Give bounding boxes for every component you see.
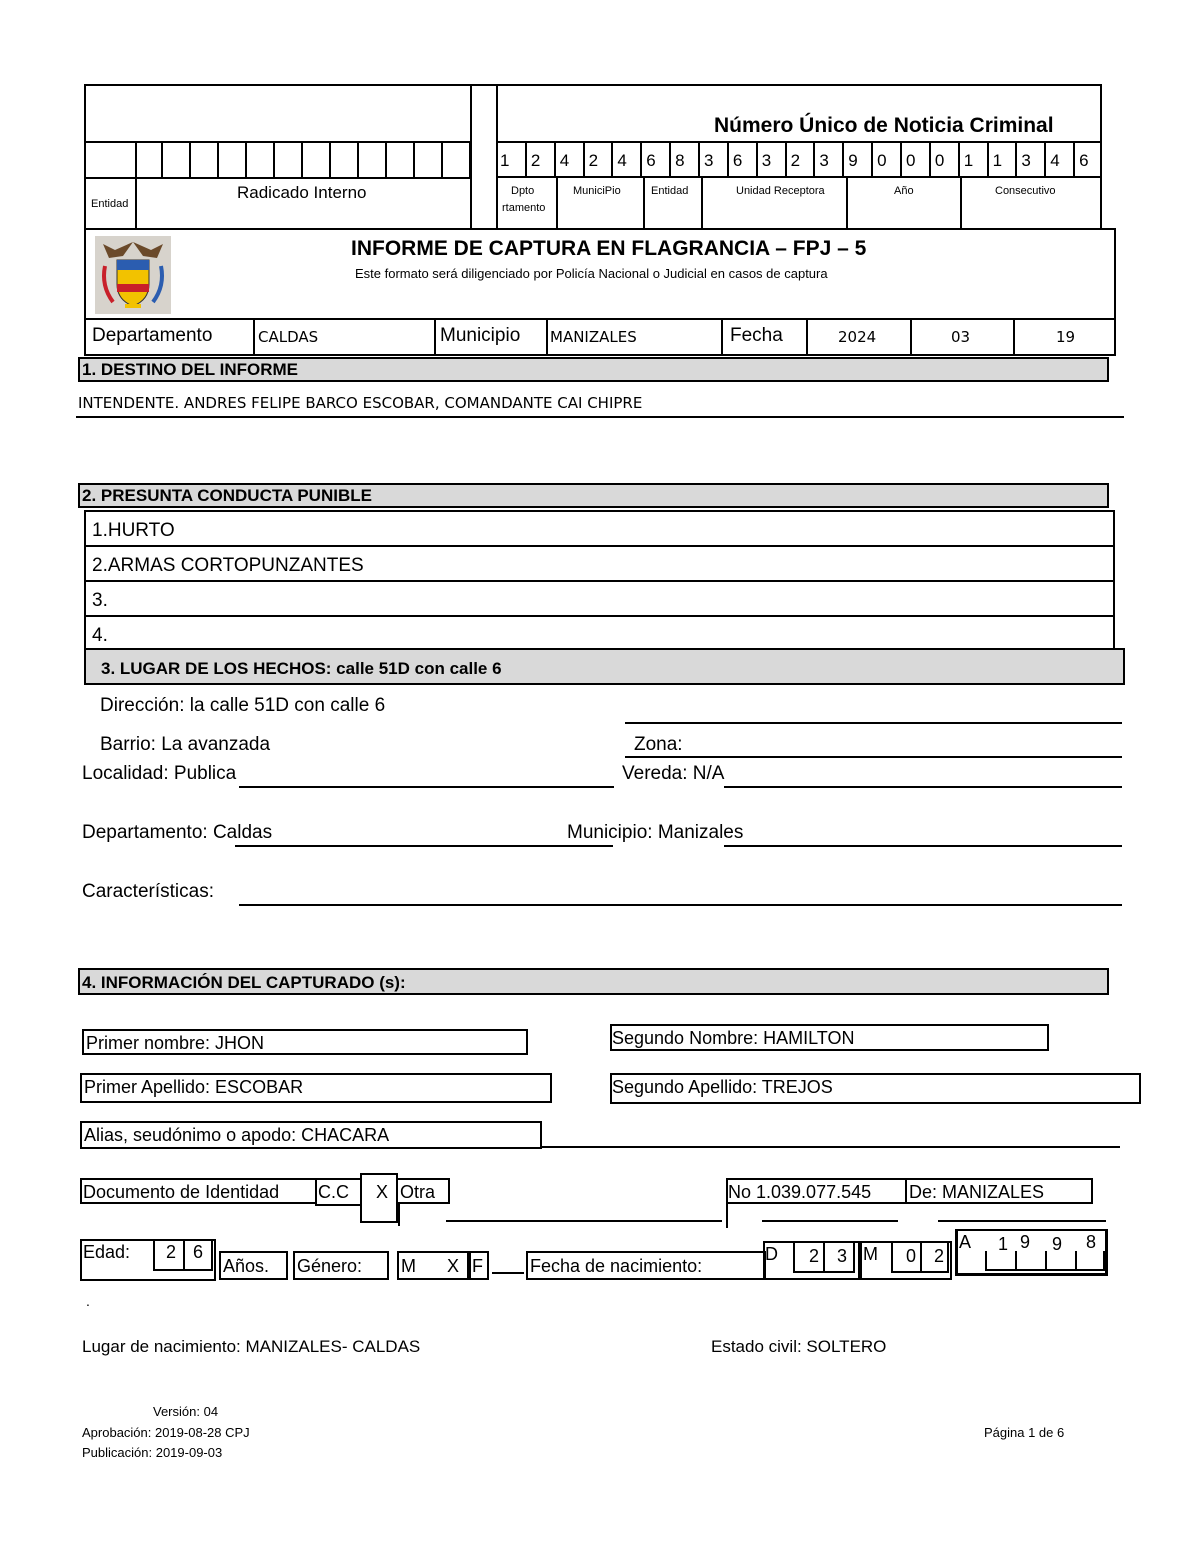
vereda-field[interactable]: Vereda: N/A bbox=[622, 763, 725, 784]
caracteristicas-field[interactable]: Características: bbox=[82, 881, 214, 902]
nunc-digit: 2 bbox=[530, 151, 541, 170]
doc-de-underline bbox=[938, 1220, 1106, 1222]
nunc-digit-cell bbox=[583, 141, 612, 177]
nunc-digit-cell bbox=[554, 141, 583, 177]
nunc-digit-cell bbox=[669, 141, 698, 177]
conducta-item-2-text: 2.ARMAS CORTOPUNZANTES bbox=[92, 555, 364, 576]
nunc-digit: 2 bbox=[790, 151, 801, 170]
loc-divider-1 bbox=[253, 318, 255, 356]
municipio-code-label: MuniciPio bbox=[573, 185, 621, 197]
entidad-code-label: Entidad bbox=[651, 185, 689, 197]
fn-anio-label: A bbox=[959, 1232, 972, 1252]
loc-divider-7 bbox=[1013, 318, 1015, 356]
stray-dot: . bbox=[86, 1293, 90, 1309]
genero-underline bbox=[492, 1272, 524, 1274]
nunc-digit-cell bbox=[871, 141, 900, 177]
nunc-digit: 6 bbox=[732, 151, 743, 170]
fn-anio-cell-div-3 bbox=[1075, 1251, 1077, 1271]
conducta-item-1[interactable] bbox=[84, 510, 1115, 547]
genero-f: F bbox=[472, 1256, 483, 1276]
nunc-digit-cell bbox=[1015, 141, 1044, 177]
doc-x-text: X bbox=[376, 1182, 389, 1202]
nunc-digit: 4 bbox=[617, 151, 627, 170]
nunc-digit: 9 bbox=[848, 151, 858, 170]
zona-underline bbox=[625, 756, 1122, 758]
conducta-item-3-text: 3. bbox=[92, 590, 108, 611]
dpto-label-2: rtamento bbox=[502, 202, 546, 214]
conducta-item-3[interactable] bbox=[84, 580, 1115, 617]
doc-no-tick bbox=[726, 1204, 734, 1228]
localidad-underline bbox=[239, 786, 614, 788]
doc-cc-text: C.C bbox=[318, 1182, 349, 1202]
primer-apellido-field[interactable] bbox=[80, 1073, 552, 1103]
header-spacer-box bbox=[470, 84, 498, 230]
genero-box bbox=[293, 1251, 389, 1280]
consecutivo-label: Consecutivo bbox=[995, 185, 1056, 197]
destino-underline bbox=[76, 416, 1124, 418]
nunc-digit-cell bbox=[1044, 141, 1073, 177]
segundo-apellido-text: Segundo Apellido: TREJOS bbox=[612, 1077, 833, 1097]
nunc-group-divider-1 bbox=[556, 176, 558, 230]
alias-text: Alias, seudónimo o apodo: CHACARA bbox=[84, 1125, 390, 1145]
fecha-dia-value[interactable]: 19 bbox=[1056, 328, 1076, 346]
fn-dia-cell-divider bbox=[823, 1243, 825, 1273]
nunc-digit-cell bbox=[611, 141, 640, 177]
segundo-apellido-field[interactable] bbox=[610, 1073, 1141, 1104]
direccion-underline bbox=[625, 722, 1122, 724]
destino-value[interactable]: INTENDENTE. ANDRES FELIPE BARCO ESCOBAR, COMANDANTE CAI CHIPRE bbox=[78, 394, 643, 412]
nunc-digit-cell bbox=[698, 141, 727, 177]
loc-divider-6 bbox=[910, 318, 912, 356]
nunc-digit: 3 bbox=[819, 151, 829, 170]
edad-label: Edad: bbox=[83, 1242, 131, 1262]
fn-anio-digit-3: 9 bbox=[1052, 1234, 1063, 1254]
fn-mes-cell-divider bbox=[920, 1243, 922, 1273]
nunc-digit-cell bbox=[640, 141, 669, 177]
form-subtitle: Este formato será diligenciado por Policía Nacional o Judicial en casos de captura bbox=[355, 266, 828, 281]
conducta-item-4-text: 4. bbox=[92, 625, 108, 646]
nunc-digit: 3 bbox=[704, 151, 714, 170]
departamento-value[interactable]: CALDAS bbox=[258, 328, 319, 346]
doc-de-text: De: MANIZALES bbox=[909, 1182, 1045, 1202]
loc-divider-5 bbox=[806, 318, 808, 356]
nunc-digit: 6 bbox=[646, 151, 656, 170]
nunc-digit: 1 bbox=[963, 151, 974, 170]
fn-anio-digit-1: 1 bbox=[998, 1234, 1009, 1254]
genero-f-box[interactable] bbox=[469, 1251, 489, 1280]
lugar-nacimiento-field[interactable]: Lugar de nacimiento: MANIZALES- CALDAS bbox=[82, 1337, 421, 1356]
nunc-digit-cell bbox=[813, 141, 842, 177]
nunc-digit: 1 bbox=[992, 151, 1003, 170]
segundo-nombre-text: Segundo Nombre: HAMILTON bbox=[612, 1028, 855, 1048]
doc-otra-box[interactable] bbox=[396, 1178, 450, 1204]
conducta-item-2[interactable] bbox=[84, 545, 1115, 582]
direccion-field[interactable]: Dirección: la calle 51D con calle 6 bbox=[100, 695, 386, 716]
conducta-item-1-text: 1.HURTO bbox=[92, 520, 175, 541]
anios-box bbox=[219, 1251, 288, 1280]
nunc-digit: 3 bbox=[761, 151, 772, 170]
zona-field[interactable]: Zona: bbox=[634, 734, 683, 755]
nunc-digit-cell bbox=[496, 141, 525, 177]
anio-code-label: Año bbox=[894, 185, 914, 197]
nunc-digit-cell bbox=[756, 141, 785, 177]
nunc-digit-cell bbox=[727, 141, 756, 177]
genero-x: X bbox=[447, 1256, 460, 1276]
departamento-lugar-field[interactable]: Departamento: Caldas bbox=[82, 822, 273, 843]
estado-civil-field[interactable]: Estado civil: SOLTERO bbox=[711, 1337, 887, 1356]
doc-de-box[interactable] bbox=[905, 1178, 1093, 1204]
radicado-label: Radicado Interno bbox=[237, 183, 367, 202]
vereda-underline bbox=[724, 786, 1122, 788]
doc-cc-box[interactable] bbox=[315, 1178, 362, 1206]
genero-mx-box[interactable] bbox=[397, 1251, 469, 1280]
fecha-nac-box bbox=[526, 1251, 766, 1280]
caracteristicas-underline bbox=[239, 904, 1122, 906]
nunc-group-divider-2 bbox=[643, 176, 645, 230]
radicado-cells bbox=[135, 141, 472, 178]
nunc-digit-cell bbox=[900, 141, 929, 177]
unidad-receptora-label: Unidad Receptora bbox=[736, 185, 825, 197]
fn-mes-digit-1: 0 bbox=[906, 1246, 917, 1266]
doc-no-underline bbox=[762, 1220, 898, 1222]
fn-anio-cell-div-1 bbox=[1015, 1251, 1017, 1271]
nunc-digit-cell bbox=[987, 141, 1016, 177]
section4-header: 4. INFORMACIÓN DEL CAPTURADO (s): bbox=[78, 968, 1109, 995]
genero-label: Género: bbox=[297, 1256, 363, 1276]
municipio-lugar-field[interactable]: Municipio: Manizales bbox=[567, 822, 744, 843]
nunc-digit-cells bbox=[496, 141, 1102, 177]
fecha-mes-value[interactable]: 03 bbox=[951, 328, 971, 346]
nunc-digit: 4 bbox=[1050, 151, 1060, 170]
form-title: INFORME DE CAPTURA EN FLAGRANCIA – FPJ – 5 bbox=[351, 237, 867, 260]
coat-of-arms-logo bbox=[95, 236, 171, 314]
doc-x-box[interactable] bbox=[360, 1173, 398, 1223]
documento-label: Documento de Identidad bbox=[83, 1182, 280, 1202]
localidad-field[interactable]: Localidad: Publica bbox=[82, 763, 237, 784]
alias-underline bbox=[540, 1146, 1120, 1148]
municipio-label: Municipio bbox=[440, 325, 521, 346]
nunc-digit: 3 bbox=[1021, 151, 1031, 170]
fn-dia-label: D bbox=[765, 1244, 778, 1264]
fn-dia-digit-2: 3 bbox=[837, 1246, 848, 1266]
fn-mes-digit-2: 2 bbox=[934, 1246, 945, 1266]
municipio-lugar-underline bbox=[724, 845, 1122, 847]
nunc-digit-cell bbox=[785, 141, 814, 177]
primer-apellido-text: Primer Apellido: ESCOBAR bbox=[84, 1077, 304, 1097]
section2-header: 2. PRESUNTA CONDUCTA PUNIBLE bbox=[78, 483, 1109, 508]
nunc-group-divider-3 bbox=[701, 176, 703, 230]
loc-divider-4 bbox=[721, 318, 723, 356]
nunc-digit: 8 bbox=[675, 151, 685, 170]
nunc-group-divider-4 bbox=[846, 176, 848, 230]
fn-mes-label: M bbox=[863, 1244, 878, 1264]
doc-no-box[interactable] bbox=[726, 1178, 907, 1204]
section3-header: 3. LUGAR DE LOS HECHOS: calle 51D con calle 6 bbox=[84, 648, 1125, 685]
fn-anio-digit-2: 9 bbox=[1020, 1232, 1031, 1252]
dpto-label: Dpto bbox=[511, 185, 535, 197]
footer-version: Versión: 04 bbox=[153, 1404, 219, 1419]
nunc-digit-cell bbox=[929, 141, 958, 177]
nunc-digit: 4 bbox=[559, 151, 570, 170]
fn-anio-digit-4: 8 bbox=[1086, 1232, 1097, 1252]
nunc-digit-cell bbox=[958, 141, 987, 177]
anios-label: Años. bbox=[223, 1256, 270, 1276]
nunc-digit: 0 bbox=[877, 151, 887, 170]
primer-nombre-field[interactable] bbox=[82, 1029, 528, 1055]
doc-tick bbox=[398, 1204, 400, 1226]
fn-anio-cell-div-2 bbox=[1045, 1251, 1047, 1271]
nunc-group-divider-5 bbox=[960, 176, 962, 230]
nunc-digit-cell bbox=[842, 141, 871, 177]
footer-publicacion: Publicación: 2019-09-03 bbox=[82, 1445, 223, 1460]
edad-digit-1: 2 bbox=[166, 1242, 177, 1262]
primer-nombre-text: Primer nombre: JHON bbox=[86, 1033, 265, 1053]
footer-aprobacion: Aprobación: 2019-08-28 CPJ bbox=[82, 1425, 250, 1440]
fecha-label: Fecha bbox=[730, 325, 783, 346]
alias-field[interactable] bbox=[80, 1121, 542, 1149]
footer-page-number: Página 1 de 6 bbox=[984, 1425, 1065, 1440]
loc-divider-2 bbox=[434, 318, 436, 356]
conducta-item-4[interactable] bbox=[84, 615, 1115, 650]
doc-otra-underline bbox=[446, 1220, 722, 1222]
documento-label-box bbox=[80, 1178, 317, 1204]
nunc-digit-cell bbox=[1073, 141, 1102, 177]
segundo-nombre-field[interactable] bbox=[610, 1024, 1049, 1051]
section1-header: 1. DESTINO DEL INFORME bbox=[78, 357, 1109, 382]
nunc-digit: 0 bbox=[934, 151, 945, 170]
municipio-value[interactable]: MANIZALES bbox=[550, 328, 637, 346]
fecha-anio-value[interactable]: 2024 bbox=[838, 328, 877, 346]
fecha-nac-label: Fecha de nacimiento: bbox=[530, 1256, 703, 1276]
fn-dia-digit-1: 2 bbox=[809, 1246, 820, 1266]
nunc-title: Número Único de Noticia Criminal bbox=[714, 114, 1054, 137]
nunc-digit: 6 bbox=[1079, 151, 1089, 170]
edad-digit-divider bbox=[183, 1241, 185, 1271]
entidad-label: Entidad bbox=[91, 198, 129, 210]
nunc-digit-cell bbox=[525, 141, 554, 177]
edad-digit-2: 6 bbox=[193, 1242, 204, 1262]
doc-otra-text: Otra bbox=[400, 1182, 436, 1202]
genero-m: M bbox=[401, 1256, 416, 1276]
loc-divider-3 bbox=[546, 318, 548, 356]
departamento-label: Departamento bbox=[92, 325, 213, 346]
nunc-digit: 2 bbox=[588, 151, 599, 170]
departamento-lugar-underline bbox=[235, 845, 613, 847]
doc-no-text: No 1.039.077.545 bbox=[728, 1182, 872, 1202]
nunc-digit: 0 bbox=[906, 151, 916, 170]
barrio-field[interactable]: Barrio: La avanzada bbox=[100, 734, 271, 755]
nunc-digit: 1 bbox=[500, 151, 510, 170]
